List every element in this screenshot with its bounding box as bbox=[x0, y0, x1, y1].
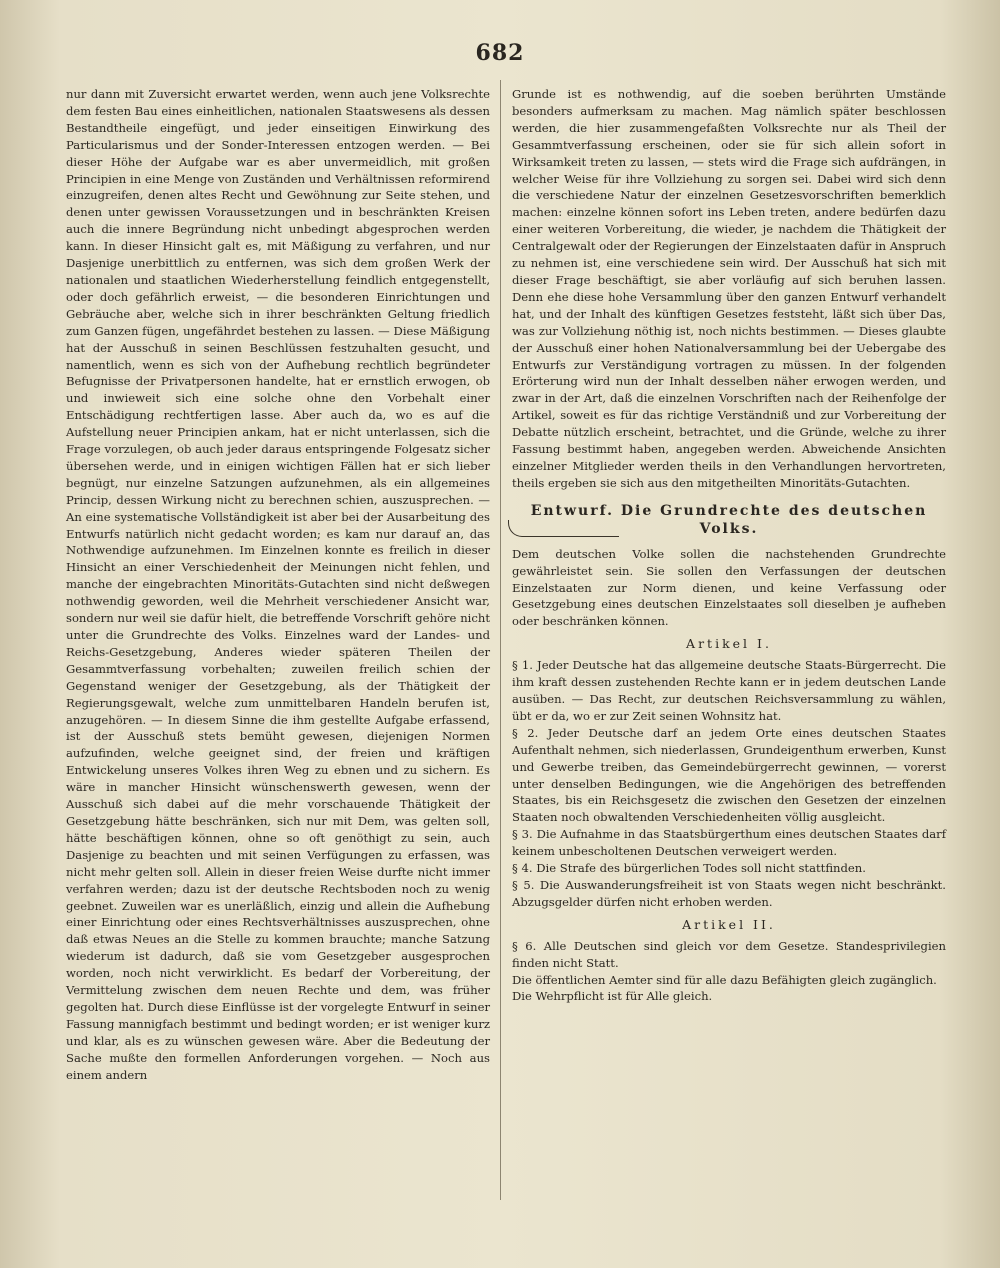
paragraph-section-4: § 4. Die Strafe des bürgerlichen Todes soll nicht stattfinden. bbox=[512, 861, 866, 876]
right-paragraph: Grunde ist es nothwendig, auf die soeben berührten Umstände besonders aufmerksam zu machen. Mag nämlich später beschlossen werden, die hier zusammengefaßten Volksrechte nur als Theil der Gesammtverfassung erscheinen, oder sie für sich allein sofort in Wirksamkeit treten zu lassen, — stets wird die Frage sich aufdrängen, in welcher Weise für ihre Vollziehung zu sorgen sei. Dabei wird sich denn die verschiedene Natur der einzelnen Gesetzesvorschriften bemerklich machen: einzelne können sofort ins Leben treten, andere bedürfen dazu einer weiteren Vorbereitung, die wieder, je nachdem die Thätigkeit der Centralgewalt oder der Regierungen der Einzelstaaten dafür in Anspruch zu nehmen ist, eine verschiedene sein wird. Der Ausschuß hat sich mit dieser Frage beschäftigt, sie aber vorläufig auf sich beruhen lassen. Denn ehe diese hohe Versammlung über den ganzen Entwurf verhandelt hat, und der Inhalt des künftigen Gesetzes feststeht, läßt sich über Das, was zur Vollziehung nöthig ist, noch nichts bestimmen. — Dieses glaubte der Ausschuß einer hohen Nationalversammlung bei der Uebergabe des Entwurfs zur Verständigung vortragen zu müssen. In der folgenden Erörterung wird nun der Inhalt desselben näher erwogen werden, und zwar in der Art, daß die einzelnen Vorschriften nach der Reihenfolge der Artikel, soweit es für das richtige Verständniß und zur Vorbereitung der Debatte nützlich erscheint, betrachtet, und die Gründe, welche zu ihrer Fassung bestimmt haben, angegeben werden. Abweichende Ansichten einzelner Mitglieder werden theils in den Verhandlungen hervortreten, theils ergeben sie sich aus den mitgetheilten Minoritäts-Gutachten. bbox=[512, 87, 946, 490]
column-divider bbox=[500, 80, 501, 1200]
artikel-heading-2: Artikel II. bbox=[682, 916, 776, 932]
section-heading-block bbox=[512, 502, 946, 538]
left-paragraph: nur dann mit Zuversicht erwartet werden, wenn auch jene Volksrechte dem festen Bau eines einheitlichen, nationalen Staatswesens als dessen Bestandtheile eingefügt, und jeder einseitigen Einwirkung des Particularismus und der Sonder-Interessen entzogen werden. — Bei dieser Höhe der Aufgabe war es aber unvermeidlich, mit großen Principien in eine Menge von Zuständen und Verhältnissen reformirend einzugreifen, denen altes Recht und Gewöhnung zur Seite stehen, und denen unter gewissen Voraussetzungen und in beschränkten Kreisen auch die innere Begründung nicht unbedingt abgesprochen werden kann. In dieser Hinsicht galt es, mit Mäßigung zu verfahren, und nur Dasjenige unerbittlich zu entfernen, was sich dem großen Werk der nationalen und staatlichen Wiederherstellung feindlich entgegenstellt, oder doch gefährlich erweist, — die besonderen Einrichtungen und Gebräuche aber, welche sich in ihrer beschränkten Geltung friedlich zum Ganzen fügen, ungefährdet bestehen zu lassen. — Diese Mäßigung hat der Ausschuß in seinen Beschlüssen festzuhalten gesucht, und namentlich, wenn es sich von der Aufhebung rechtlich begründeter Befugnisse der Privatpersonen handelte, hat er ernstlich erwogen, ob und inwieweit sich eine solche ohne den Vorbehalt einer Entschädigung rechtfertigen lasse. Aber auch da, wo es auf die Aufstellung neuer Principien ankam, hat er nicht unterlassen, sich die Frage vorzulegen, ob auch jeder daraus entspringende Folgesatz sicher übersehen werde, und in einigen wichtigen Fällen hat er sich lieber begnügt, nur einzelne Satzungen aufzunehmen, als ein allgemeines Princip, dessen Wirkung nicht zu berechnen schien, auszusprechen. — An eine systematische Vollständigkeit ist aber bei der Ausarbeitung des Entwurfs natürlich nicht gedacht worden; es kam nur darauf an, das Nothwendige aufzunehmen. Im Einzelnen konnte es freilich in dieser Hinsicht an einer Verschiedenheit der Meinungen nicht fehlen, und manche der eingebrachten Minoritäts-Gutachten sind nicht deßwegen nothwendig geworden, weil die Mehrheit verschiedener Ansicht war, sondern nur weil sie dafür hielt, die betreffende Vorschrift gehöre nicht unter die Grundrechte des Volks. Einzelnes ward der Landes- und Reichs-Gesetzgebung, Anderes wieder späteren Theilen der Gesammtverfassung vorbehalten; zuweilen freilich schien der Gegenstand weniger der Gesetzgebung, als der Thätigkeit der Regierungsgewalt, welche zum unmittelbaren Handeln berufen ist, anzugehören. — In diesem Sinne die ihm gestellte Aufgabe erfassend, ist der Ausschuß stets bemüht gewesen, diejenigen Normen aufzufinden, welche geeignet sind, der freien und kräftigen Entwickelung unseres Volkes ihren Weg zu ebnen und zu sichern. Es wäre in mancher Hinsicht wünschenswerth gewesen, wenn der Ausschuß sich dabei auf die mehr vorschauende Thätigkeit der Gesetzgebung hätte beschränken, sich nur mit Dem, was gelten soll, hätte beschäftigen können, ohne so oft genöthigt zu sein, auch Dasjenige zu beachten und mit seinen Verfügungen zu erfassen, was nicht mehr gelten soll. Allein in dieser freien Weise durfte nicht immer verfahren werden; dazu ist der deutsche Rechtsboden noch zu wenig geebnet. Zuweilen war es unerläßlich, einzig und allein die Aufhebung einer Einrichtung oder eines Rechtsverhältnisses auszusprechen, ohne daß etwas Neues an die Stelle zu kommen brauchte; manche Satzung wiederum ist dadurch, daß sie vom Gesetzgeber ausgesprochen worden, noch nicht verwirklicht. Es bedarf der Vorbereitung, der Vermittelung zwischen dem neuen Rechte und dem, was früher gegolten hat. Durch diese Einflüsse ist der vorgelegte Entwurf in seiner Fassung mannigfach bestimmt und bedingt worden; er ist weniger kurz und klar, als es zu wünschen gewesen wäre. Aber die Bedeutung der Sache mußte den formellen Anforderungen vorgehen. — Noch aus einem andern bbox=[66, 87, 491, 1082]
paragraph-section-5: § 5. Die Auswanderungsfreiheit ist von Staats wegen nicht beschränkt. Abzugsgelder dürfen nicht erhoben werden. bbox=[512, 877, 946, 909]
artikel-heading-1: Artikel I. bbox=[686, 636, 772, 652]
section-heading: Entwurf. Die Grundrechte des deutschen Volks. bbox=[530, 502, 928, 537]
paragraph-section-1: § 1. Jeder Deutsche hat das allgemeine deutsche Staats-Bürgerrecht. Die ihm kraft dessen zustehenden Rechte kann er in jedem deutschen Lande ausüben. — Das Recht, zur deutschen Reichsversammlung zu wählen, übt er da, wo er zur Zeit seinen Wohnsitz hat. bbox=[512, 658, 946, 723]
paragraph-section-2: § 2. Jeder Deutsche darf an jedem Orte eines deutschen Staates Aufenthalt nehmen, sich niederlassen, Grundeigenthum erwerben, Kunst und Gewerbe treiben, das Gemeindebürgerrecht gewinnen, — vorerst unter denselben Bedingungen, wie die Angehörigen des betreffenden Staates, bis ein Reichsgesetz die zwischen den Gesetzen der einzelnen Staaten noch obwaltenden Verschiedenheiten völlig ausgleicht. bbox=[512, 725, 946, 825]
paragraph-section-6-offices: Die öffentlichen Aemter sind für alle dazu Befähigten gleich zugänglich. bbox=[512, 972, 937, 987]
left-column bbox=[66, 86, 490, 1083]
right-column bbox=[512, 86, 946, 1005]
draft-intro: Dem deutschen Volke sollen die nachstehenden Grundrechte gewährleistet sein. Sie sollen den Verfassungen der deutschen Einzelstaaten zur Norm dienen, und keine Verfassung oder Gesetzgebung eines deutschen Einzelstaates soll dieselben je aufheben oder beschränken können. bbox=[512, 546, 946, 629]
paragraph-section-3: § 3. Die Aufnahme in das Staatsbürgerthum eines deutschen Staates darf keinem unbescholtenen Deutschen verweigert werden. bbox=[512, 827, 946, 859]
page-number: 682 bbox=[475, 40, 525, 66]
paragraph-section-6-military: Die Wehrpflicht ist für Alle gleich. bbox=[512, 989, 713, 1004]
heading-flourish bbox=[508, 520, 619, 537]
paragraph-section-6: § 6. Alle Deutschen sind gleich vor dem Gesetze. Standesprivilegien finden nicht Statt. bbox=[512, 938, 946, 970]
